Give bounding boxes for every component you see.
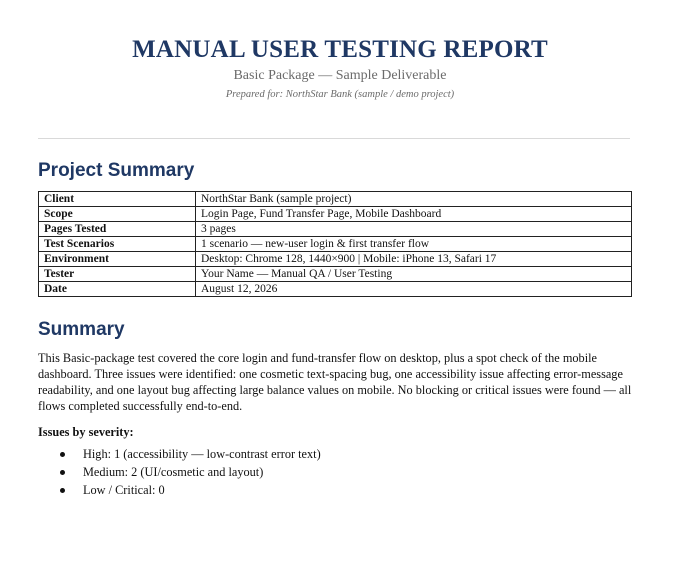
row-value-date: August 12, 2026 — [196, 282, 632, 297]
row-key-date: Date — [39, 282, 196, 297]
table-row — [39, 267, 632, 282]
table-row — [39, 207, 632, 222]
table-row — [39, 252, 632, 267]
list-item — [58, 463, 321, 481]
summary-paragraph: This Basic-package test covered the core login and fund-transfer flow on desktop, plus a spot check of the mobile dashboard. Three issues were identified: one cosmetic text-spacing bug, one accessibility issue affecting error-message readability, and one layout bug affecting large balance values on mobile. No blocking or critical issues were found — all flows completed successfully end-to-end. — [38, 351, 632, 413]
row-value-tester: Your Name — Manual QA / User Testing — [196, 267, 632, 282]
severity-heading: Issues by severity: — [38, 425, 134, 439]
table-row — [39, 282, 632, 297]
severity-list — [58, 445, 321, 499]
bullet-icon — [60, 452, 65, 457]
table-row — [39, 222, 632, 237]
row-key-client: Client — [39, 192, 196, 207]
severity-medium: Medium: 2 (UI/cosmetic and layout) — [83, 465, 264, 479]
row-key-pages-tested: Pages Tested — [39, 222, 196, 237]
row-value-scope: Login Page, Fund Transfer Page, Mobile Dashboard — [196, 207, 632, 222]
header-divider — [38, 138, 630, 139]
severity-high: High: 1 (accessibility — low-contrast error text) — [83, 447, 321, 461]
list-item — [58, 481, 321, 499]
report-subtitle: Basic Package — Sample Deliverable — [233, 68, 447, 83]
report-title: MANUAL USER TESTING REPORT — [132, 36, 548, 63]
row-value-client: NorthStar Bank (sample project) — [196, 192, 632, 207]
table-row — [39, 237, 632, 252]
row-value-test-scenarios: 1 scenario — new-user login & first transfer flow — [196, 237, 632, 252]
row-key-test-scenarios: Test Scenarios — [39, 237, 196, 252]
row-value-environment: Desktop: Chrome 128, 1440×900 | Mobile: iPhone 13, Safari 17 — [196, 252, 632, 267]
summary-heading: Summary — [38, 319, 125, 340]
table-row — [39, 192, 632, 207]
prepared-for-line: Prepared for: NorthStar Bank (sample / demo project) — [225, 89, 455, 100]
severity-low-critical: Low / Critical: 0 — [83, 483, 165, 497]
project-summary-heading: Project Summary — [38, 160, 195, 181]
row-key-environment: Environment — [39, 252, 196, 267]
project-summary-table — [38, 191, 632, 297]
row-key-scope: Scope — [39, 207, 196, 222]
bullet-icon — [60, 470, 65, 475]
row-key-tester: Tester — [39, 267, 196, 282]
row-value-pages-tested: 3 pages — [196, 222, 632, 237]
bullet-icon — [60, 488, 65, 493]
list-item — [58, 445, 321, 463]
